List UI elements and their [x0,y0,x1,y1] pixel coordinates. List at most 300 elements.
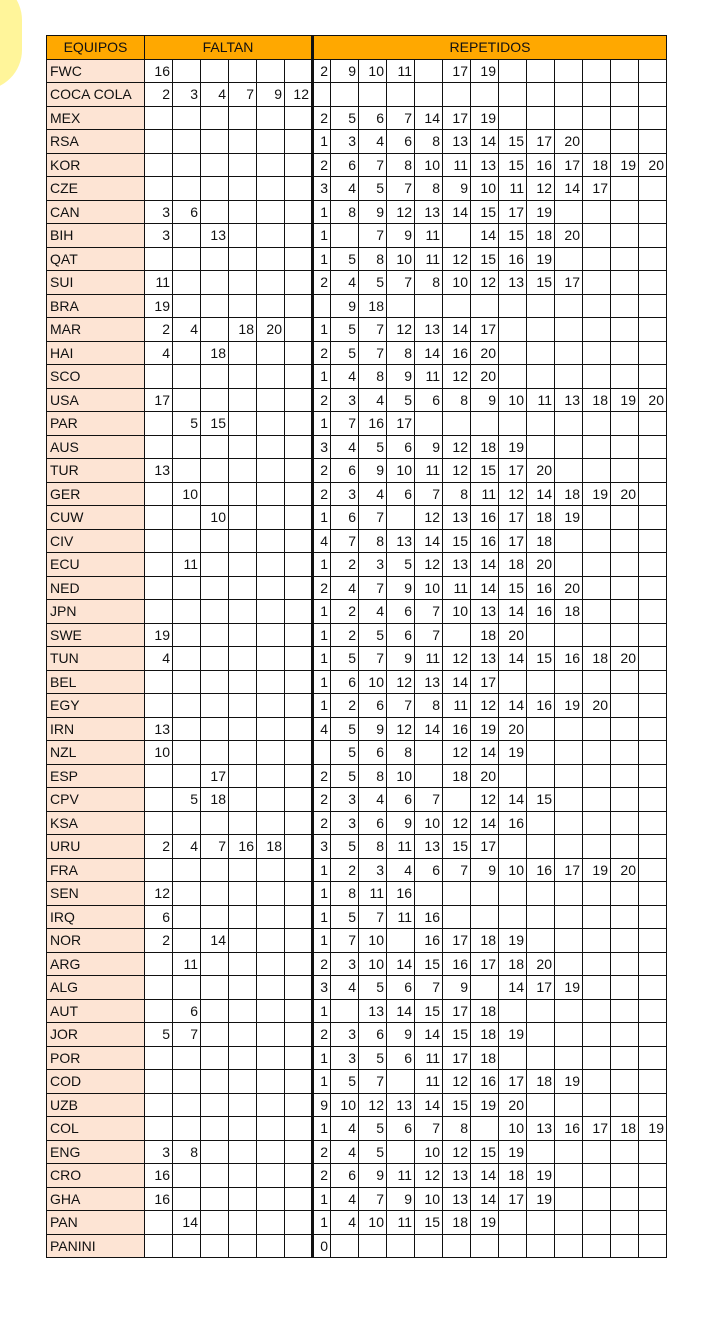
faltan-cell [173,717,201,741]
repetidos-cell: 15 [443,529,471,553]
faltan-cell [145,106,173,130]
faltan-cell: 18 [257,835,285,859]
team-cell: URU [47,835,145,859]
repetidos-cell: 8 [387,341,415,365]
repetidos-cell: 6 [359,694,387,718]
repetidos-cell: 13 [359,999,387,1023]
repetidos-cell: 2 [313,271,331,295]
repetidos-cell [527,318,555,342]
repetidos-cell: 19 [611,153,639,177]
faltan-cell [285,1070,313,1094]
faltan-cell [285,882,313,906]
repetidos-cell [639,341,667,365]
table-row [47,506,667,530]
repetidos-cell: 4 [331,1117,359,1141]
faltan-cell: 4 [201,83,229,107]
repetidos-cell: 7 [415,788,443,812]
repetidos-cell: 19 [527,200,555,224]
repetidos-cell: 18 [499,553,527,577]
repetidos-cell [471,83,499,107]
repetidos-cell: 1 [313,694,331,718]
repetidos-cell: 16 [387,882,415,906]
repetidos-cell: 7 [387,271,415,295]
faltan-cell [201,365,229,389]
repetidos-cell: 5 [331,741,359,765]
repetidos-cell: 6 [331,670,359,694]
faltan-cell [173,294,201,318]
faltan-cell [229,764,257,788]
repetidos-cell [555,929,583,953]
repetidos-cell: 19 [555,1070,583,1094]
faltan-cell [229,1093,257,1117]
repetidos-cell [555,459,583,483]
repetidos-cell [331,1234,359,1258]
repetidos-cell [499,835,527,859]
repetidos-cell: 15 [415,952,443,976]
table-row [47,717,667,741]
repetidos-cell [611,247,639,271]
repetidos-cell [583,576,611,600]
faltan-cell [173,858,201,882]
faltan-cell [201,177,229,201]
repetidos-cell [415,294,443,318]
repetidos-cell [415,1234,443,1258]
repetidos-cell: 14 [443,200,471,224]
faltan-cell [285,388,313,412]
repetidos-cell [555,435,583,459]
faltan-cell [229,623,257,647]
faltan-cell [173,741,201,765]
repetidos-cell: 14 [499,694,527,718]
repetidos-cell: 10 [499,858,527,882]
faltan-cell [173,1164,201,1188]
repetidos-cell [611,1023,639,1047]
team-cell: NOR [47,929,145,953]
team-cell: TUN [47,647,145,671]
faltan-cell [173,811,201,835]
faltan-cell [201,623,229,647]
repetidos-cell [527,106,555,130]
repetidos-cell: 3 [331,788,359,812]
faltan-cell [229,529,257,553]
repetidos-cell: 9 [331,294,359,318]
faltan-cell: 19 [145,294,173,318]
team-cell: BRA [47,294,145,318]
repetidos-cell: 17 [471,952,499,976]
repetidos-cell: 17 [443,59,471,83]
repetidos-cell [499,106,527,130]
faltan-cell: 16 [145,59,173,83]
faltan-cell [257,882,285,906]
repetidos-cell [639,788,667,812]
repetidos-cell: 19 [471,1093,499,1117]
repetidos-cell [611,200,639,224]
repetidos-cell: 20 [499,717,527,741]
team-cell: RSA [47,130,145,154]
repetidos-cell: 7 [359,647,387,671]
repetidos-cell [639,694,667,718]
repetidos-cell: 4 [331,271,359,295]
faltan-cell [201,858,229,882]
repetidos-cell: 16 [527,153,555,177]
team-cell: BEL [47,670,145,694]
faltan-cell [229,670,257,694]
repetidos-cell: 11 [499,177,527,201]
repetidos-cell: 9 [359,1164,387,1188]
repetidos-cell [583,999,611,1023]
repetidos-cell [583,1023,611,1047]
repetidos-cell: 1 [313,1117,331,1141]
repetidos-cell [527,905,555,929]
repetidos-cell [443,788,471,812]
team-cell: BIH [47,224,145,248]
repetidos-cell: 4 [331,576,359,600]
repetidos-cell: 14 [499,600,527,624]
faltan-cell [285,647,313,671]
repetidos-cell [555,294,583,318]
team-cell: SCO [47,365,145,389]
faltan-cell [257,717,285,741]
repetidos-cell: 13 [443,1164,471,1188]
repetidos-cell [639,1164,667,1188]
faltan-cell: 7 [229,83,257,107]
repetidos-cell: 2 [331,600,359,624]
faltan-cell [257,1046,285,1070]
faltan-cell: 6 [173,200,201,224]
repetidos-cell: 17 [443,106,471,130]
repetidos-cell [555,59,583,83]
repetidos-cell: 17 [443,929,471,953]
repetidos-cell: 2 [313,106,331,130]
faltan-cell [201,459,229,483]
faltan-cell [257,670,285,694]
team-cell: SEN [47,882,145,906]
repetidos-cell [639,459,667,483]
repetidos-cell: 19 [555,976,583,1000]
faltan-cell [145,788,173,812]
team-cell: MEX [47,106,145,130]
repetidos-cell: 7 [359,341,387,365]
repetidos-cell: 15 [443,1093,471,1117]
faltan-cell [173,764,201,788]
faltan-cell [173,1117,201,1141]
team-cell: QAT [47,247,145,271]
team-cell: COL [47,1117,145,1141]
repetidos-cell: 7 [415,1117,443,1141]
faltan-cell: 17 [201,764,229,788]
repetidos-cell: 9 [387,576,415,600]
team-cell: CIV [47,529,145,553]
faltan-cell: 8 [173,1140,201,1164]
faltan-cell [285,1187,313,1211]
repetidos-cell: 8 [359,764,387,788]
repetidos-cell [555,905,583,929]
table-row [47,106,667,130]
repetidos-cell: 14 [471,576,499,600]
faltan-cell [257,741,285,765]
repetidos-cell: 13 [443,506,471,530]
faltan-cell [145,1093,173,1117]
faltan-cell [229,247,257,271]
faltan-cell [173,647,201,671]
repetidos-cell [611,929,639,953]
table-row [47,1164,667,1188]
faltan-cell [257,623,285,647]
faltan-cell [229,952,257,976]
table-row [47,882,667,906]
faltan-cell [285,412,313,436]
faltan-cell: 16 [145,1187,173,1211]
team-cell: FRA [47,858,145,882]
faltan-cell [229,153,257,177]
repetidos-cell: 3 [331,482,359,506]
repetidos-cell: 5 [331,1070,359,1094]
repetidos-cell [499,59,527,83]
repetidos-cell: 16 [555,1117,583,1141]
repetidos-cell [583,435,611,459]
faltan-cell [145,1234,173,1258]
repetidos-cell: 10 [359,670,387,694]
faltan-cell: 20 [257,318,285,342]
faltan-cell [285,459,313,483]
repetidos-cell: 7 [359,224,387,248]
repetidos-cell: 17 [387,412,415,436]
repetidos-cell [499,764,527,788]
faltan-cell [257,388,285,412]
repetidos-cell [583,318,611,342]
repetidos-cell: 1 [313,905,331,929]
faltan-cell [145,600,173,624]
repetidos-cell: 14 [443,318,471,342]
faltan-cell [201,200,229,224]
faltan-cell [201,271,229,295]
repetidos-cell [611,365,639,389]
repetidos-cell [639,1187,667,1211]
repetidos-cell: 17 [471,670,499,694]
repetidos-cell [639,177,667,201]
faltan-cell [257,788,285,812]
repetidos-cell: 17 [499,200,527,224]
repetidos-cell: 8 [387,153,415,177]
table-row [47,388,667,412]
repetidos-cell [611,130,639,154]
repetidos-cell: 12 [471,694,499,718]
team-cell: KOR [47,153,145,177]
repetidos-cell [583,788,611,812]
repetidos-cell: 14 [415,529,443,553]
repetidos-cell [555,341,583,365]
repetidos-cell [639,529,667,553]
faltan-cell [201,1234,229,1258]
team-cell: AUT [47,999,145,1023]
repetidos-cell: 9 [387,1023,415,1047]
repetidos-cell: 14 [415,717,443,741]
repetidos-cell: 16 [443,717,471,741]
repetidos-cell: 6 [387,435,415,459]
faltan-cell [145,976,173,1000]
repetidos-cell: 10 [443,600,471,624]
repetidos-cell: 16 [471,529,499,553]
repetidos-cell: 14 [471,811,499,835]
faltan-cell [201,1070,229,1094]
faltan-cell [285,670,313,694]
repetidos-cell [611,412,639,436]
repetidos-cell: 18 [527,529,555,553]
faltan-cell [285,294,313,318]
table-row [47,271,667,295]
faltan-cell [201,647,229,671]
repetidos-cell [527,623,555,647]
table-row [47,788,667,812]
faltan-cell [201,1140,229,1164]
faltan-cell [173,224,201,248]
repetidos-cell [639,741,667,765]
table-row [47,600,667,624]
repetidos-cell [499,412,527,436]
faltan-cell [173,600,201,624]
faltan-cell [229,365,257,389]
faltan-cell [201,153,229,177]
faltan-cell [285,600,313,624]
faltan-cell [229,341,257,365]
team-cell: KSA [47,811,145,835]
repetidos-cell [527,83,555,107]
faltan-cell [145,999,173,1023]
repetidos-cell [639,83,667,107]
header-equipos: EQUIPOS [47,36,145,60]
repetidos-cell [527,670,555,694]
table-row [47,153,667,177]
repetidos-cell: 17 [499,1187,527,1211]
faltan-cell [285,694,313,718]
repetidos-cell: 6 [387,130,415,154]
faltan-cell [173,1093,201,1117]
repetidos-cell [555,1234,583,1258]
repetidos-cell: 17 [583,1117,611,1141]
table-row [47,412,667,436]
repetidos-cell [639,106,667,130]
repetidos-cell: 6 [331,1164,359,1188]
faltan-cell [285,905,313,929]
table-row [47,365,667,389]
table-row [47,1211,667,1235]
team-cell: AUS [47,435,145,459]
repetidos-cell: 15 [471,459,499,483]
repetidos-cell [499,1234,527,1258]
faltan-cell [285,59,313,83]
repetidos-cell: 9 [471,858,499,882]
faltan-cell [145,412,173,436]
repetidos-cell [527,1023,555,1047]
table-row [47,1093,667,1117]
repetidos-cell: 14 [415,1093,443,1117]
repetidos-cell [639,999,667,1023]
repetidos-cell: 11 [443,576,471,600]
repetidos-cell [611,59,639,83]
faltan-cell [229,224,257,248]
repetidos-cell: 19 [499,1140,527,1164]
repetidos-cell: 18 [527,1070,555,1094]
repetidos-cell: 7 [387,177,415,201]
repetidos-cell: 2 [331,623,359,647]
repetidos-cell: 1 [313,553,331,577]
table-row [47,247,667,271]
faltan-cell [257,294,285,318]
faltan-cell [257,600,285,624]
faltan-cell [229,435,257,459]
repetidos-cell: 10 [499,388,527,412]
faltan-cell [257,1070,285,1094]
repetidos-cell [443,83,471,107]
table-row [47,647,667,671]
repetidos-cell: 4 [331,435,359,459]
faltan-cell [229,576,257,600]
repetidos-cell: 7 [415,600,443,624]
repetidos-cell [583,1164,611,1188]
repetidos-cell: 4 [313,529,331,553]
repetidos-cell: 5 [387,388,415,412]
repetidos-cell [639,764,667,788]
repetidos-cell: 8 [415,130,443,154]
repetidos-cell: 18 [527,506,555,530]
faltan-cell: 5 [145,1023,173,1047]
repetidos-cell [499,341,527,365]
faltan-cell [145,247,173,271]
repetidos-cell [555,835,583,859]
repetidos-cell: 7 [331,929,359,953]
repetidos-cell: 5 [331,647,359,671]
repetidos-cell [583,200,611,224]
faltan-cell [173,1187,201,1211]
faltan-cell [201,1187,229,1211]
repetidos-cell: 17 [555,271,583,295]
repetidos-cell: 13 [387,1093,415,1117]
faltan-cell [173,976,201,1000]
faltan-cell [201,1023,229,1047]
repetidos-cell: 20 [527,553,555,577]
repetidos-cell: 14 [471,553,499,577]
repetidos-cell [611,600,639,624]
faltan-cell: 11 [145,271,173,295]
repetidos-cell: 16 [527,600,555,624]
repetidos-cell [639,294,667,318]
repetidos-cell: 7 [359,576,387,600]
faltan-cell [173,1046,201,1070]
repetidos-cell: 14 [471,1187,499,1211]
repetidos-cell [555,1023,583,1047]
repetidos-cell: 1 [313,929,331,953]
faltan-cell: 10 [201,506,229,530]
faltan-cell [145,177,173,201]
faltan-cell [257,858,285,882]
repetidos-cell [611,694,639,718]
repetidos-cell: 14 [387,952,415,976]
faltan-cell [257,929,285,953]
faltan-cell [257,1023,285,1047]
team-cell: IRQ [47,905,145,929]
faltan-cell [257,1164,285,1188]
repetidos-cell: 11 [415,365,443,389]
repetidos-cell: 6 [387,788,415,812]
repetidos-cell: 2 [313,59,331,83]
faltan-cell [173,529,201,553]
team-cell: POR [47,1046,145,1070]
repetidos-cell [583,623,611,647]
repetidos-cell: 17 [527,976,555,1000]
repetidos-cell: 15 [443,1023,471,1047]
repetidos-cell: 18 [359,294,387,318]
table-row [47,1070,667,1094]
